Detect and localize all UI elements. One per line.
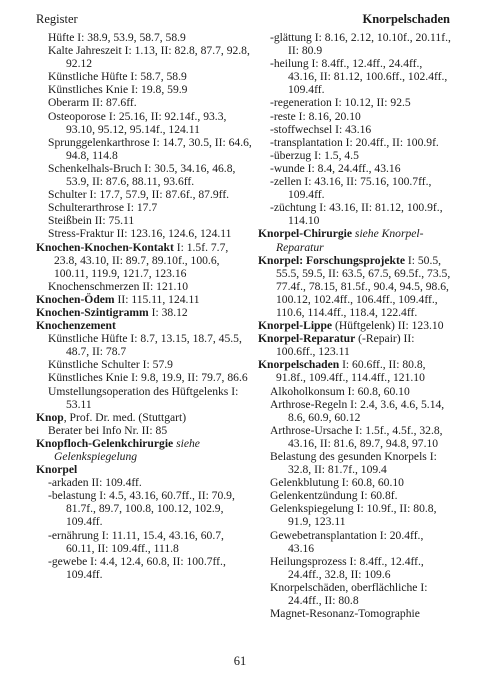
index-subentry [258,502,452,528]
index-entry [258,227,452,253]
entry-text: Oberarm II: 87.6ff. [48,96,137,110]
entry-text: Steißbein II: 75.11 [48,214,135,228]
entry-text: (Hüftgelenk) II: 123.10 [332,319,444,333]
entry-heading: Knochen-Knochen-Kontakt [36,240,174,254]
cross-reference: siehe Knorpel-Reparatur [276,227,424,254]
entry-text: (-Repair) II: 100.6ff., 123.11 [276,332,415,359]
index-column-right [258,31,452,620]
index-subentry [258,162,452,175]
index-subentry [258,201,452,227]
index-subentry [258,123,452,136]
running-header-right: Knorpelschaden [362,12,450,26]
index-subentry [36,227,254,240]
index-subentry [258,385,452,398]
entry-text: Künstliche Hüfte I: 58.7, 58.9 [48,70,187,84]
index-subentry [258,581,452,607]
entry-text: Osteoporose I: 25.16, II: 92.14f., 93.3, 93.10, 95.12, 95.14f., 124.11 [48,109,227,136]
index-subentry [36,489,254,528]
entry-text: Magnet-Resonanz-Tomographie [270,607,420,621]
index-entry [36,411,254,424]
index-subentry [36,280,254,293]
entry-text: Berater bei Info Nr. II: 85 [48,423,168,437]
index-entry [36,306,254,319]
index-subentry [36,83,254,96]
entry-text: Stress-Fraktur II: 123.16, 124.6, 124.11 [48,227,232,241]
cross-reference: siehe Gelenkspiegelung [54,436,200,463]
index-subentry [36,332,254,358]
index-entry [36,319,254,332]
index-subentry [36,201,254,214]
index-subentry [36,358,254,371]
index-subentry [36,424,254,437]
entry-text: -belastung I: 4.5, 43.16, 60.7ff., II: 70.9, 81.7f., 89.7, 100.8, 100.12, 102.9, 109.4ff. [48,489,235,529]
index-column-left [36,31,254,581]
index-subentry [36,96,254,109]
index-entry [36,463,254,476]
index-subentry [258,57,452,96]
entry-text: -gewebe I: 4.4, 12.4, 60.8, II: 100.7ff., 109.4ff. [48,554,226,581]
index-subentry [36,529,254,555]
entry-text: Knorpelschäden, oberflächliche I: 24.4ff., II: 80.8 [270,580,428,608]
index-subentry [36,136,254,162]
index-entry [36,437,254,463]
entry-heading: Knochenzement [36,319,116,333]
entry-text: Arthrose-Regeln I: 2.4, 3.6, 4.6, 5.14, 8.6, 60.9, 60.12 [270,397,445,424]
entry-text: Schulterarthrose I: 17.7 [48,201,158,215]
index-subentry [36,31,254,44]
entry-text: -regeneration I: 10.12, II: 92.5 [270,96,411,110]
index-subentry [36,371,254,384]
entry-text: -heilung I: 8.4ff., 12.4ff., 24.4ff., 43.16, II: 81.12, 100.6ff., 102.4ff., 109.4ff. [270,57,448,97]
entry-text: -zellen I: 43.16, II: 75.16, 100.7ff., 109.4ff. [270,175,432,202]
entry-text: Gelenkentzündung I: 60.8f. [270,489,398,503]
entry-text: -arkaden II: 109.4ff. [48,476,142,490]
index-entry [258,254,452,319]
entry-text: Schulter I: 17.7, 57.9, II: 87.6f., 87.9ff. [48,188,230,202]
entry-text: -glättung I: 8.16, 2.12, 10.10f., 20.11f., II: 80.9 [270,31,451,58]
entry-text: -reste I: 8.16, 20.10 [270,109,361,123]
entry-text: Künstliche Schulter I: 57.9 [48,358,173,372]
index-entry [36,293,254,306]
entry-text: Gelenkspiegelung I: 10.9f., II: 80.8, 91.9, 123.11 [270,502,437,529]
index-entry [258,332,452,358]
entry-text: -überzug I: 1.5, 4.5 [270,148,359,162]
index-subentry [258,31,452,57]
index-subentry [258,607,452,620]
index-subentry [258,424,452,450]
entry-heading: Knochen-Ödem [36,292,115,306]
index-subentry [36,476,254,489]
index-subentry [36,110,254,136]
index-subentry [258,110,452,123]
entry-text: -wunde I: 8.4, 24.4ff., 43.16 [270,161,401,175]
entry-text: Künstliches Knie I: 9.8, 19.9, II: 79.7, 86.6 [48,371,248,385]
entry-text: Schenkelhals-Bruch I: 30.5, 34.16, 46.8, 53.9, II: 87.6, 88.11, 93.6ff. [48,161,236,189]
index-subentry [36,385,254,411]
index-subentry [258,136,452,149]
index-subentry [258,489,452,502]
index-subentry [258,529,452,555]
running-header-left: Register [36,12,78,26]
entry-text: Sprunggelenkarthrose I: 14.7, 30.5, II: 64.6, 94.8, 114.8 [48,135,252,162]
entry-heading: Knorpel-Chirurgie [258,227,353,241]
entry-text: Arthrose-Ursache I: 1.5f., 4.5f., 32.8, 43.16, II: 81.6, 89.7, 94.8, 97.10 [270,423,443,450]
index-entry [258,319,452,332]
entry-text: I: 38.12 [148,305,188,319]
entry-text: I: 50.5, 55.5, 59.5, II: 63.5, 67.5, 69.5f., 73.5, 77.4f., 78.15, 81.5f., 90.4, 94.5, 98.6, 100.12, 102.4ff., 106.4ff., 109.4ff., 110.6, 114.4ff., 118.4, 122.4ff. [276,253,451,319]
index-subentry [36,70,254,83]
index-subentry [36,214,254,227]
entry-heading: Knopfloch-Gelenkchirurgie [36,436,174,450]
entry-text: -stoffwechsel I: 43.16 [270,122,372,136]
entry-text: Hüfte I: 38.9, 53.9, 58.7, 58.9 [48,31,186,44]
entry-text: Kalte Jahreszeit I: 1.13, II: 82.8, 87.7, 92.8, 92.12 [48,44,250,71]
entry-text: II: 115.11, 124.11 [114,292,200,306]
index-entry [258,358,452,384]
entry-text: Gewebetransplantation I: 20.4ff., 43.16 [270,528,424,555]
page-number: 61 [233,654,247,668]
entry-text: Heilungsprozess I: 8.4ff., 12.4ff., 24.4ff., 32.8, II: 109.6 [270,554,424,581]
entry-heading: Knorpel [36,463,78,477]
index-subentry [36,44,254,70]
entry-text: I: 1.5f. 7.7, 23.8, 43.10, II: 89.7, 89.10f., 100.6, 100.11, 119.9, 121.7, 123.16 [54,240,229,280]
entry-heading: Knorpel-Lippe [258,319,333,333]
entry-heading: Knorpel-Reparatur [258,332,356,346]
entry-text: -ernährung I: 11.11, 15.4, 43.16, 60.7, 60.11, II: 109.4ff., 111.8 [48,528,224,555]
entry-text: -züchtung I: 43.16, II: 81.12, 100.9f., 114.10 [270,201,443,228]
index-subentry [36,162,254,188]
entry-text: Künstliches Knie I: 19.8, 59.9 [48,83,188,97]
index-subentry [36,188,254,201]
index-subentry [258,175,452,201]
index-subentry [258,398,452,424]
entry-text: Umstellungsoperation des Hüftgelenks I: 53.11 [48,384,239,411]
entry-text: Belastung des gesunden Knorpels I: 32.8, II: 81.7f., 109.4 [270,450,437,477]
entry-text: Künstliche Hüfte I: 8.7, 13.15, 18.7, 45.5, 48.7, II: 78.7 [48,332,242,359]
entry-heading: Knop [36,410,64,424]
index-entry [36,241,254,280]
entry-text: Alkoholkonsum I: 60.8, 60.10 [270,384,410,398]
index-subentry [258,96,452,109]
index-subentry [258,555,452,581]
index-subentry [258,476,452,489]
entry-text: , Prof. Dr. med. (Stuttgart) [63,410,187,424]
entry-text: Knochenschmerzen II: 121.10 [48,279,189,293]
entry-heading: Knorpel: Forschungsprojekte [258,253,405,267]
index-subentry [258,450,452,476]
index-subentry [36,555,254,581]
entry-heading: Knochen-Szintigramm [36,305,149,319]
entry-text: I: 60.6ff., II: 80.8, 91.8f., 109.4ff., 114.4ff., 121.10 [276,358,426,385]
entry-text: Gelenkblutung I: 60.8, 60.10 [270,476,404,490]
index-subentry [258,149,452,162]
entry-text: -transplantation I: 20.4ff., II: 100.9f. [270,135,439,149]
entry-heading: Knorpelschaden [258,358,340,372]
